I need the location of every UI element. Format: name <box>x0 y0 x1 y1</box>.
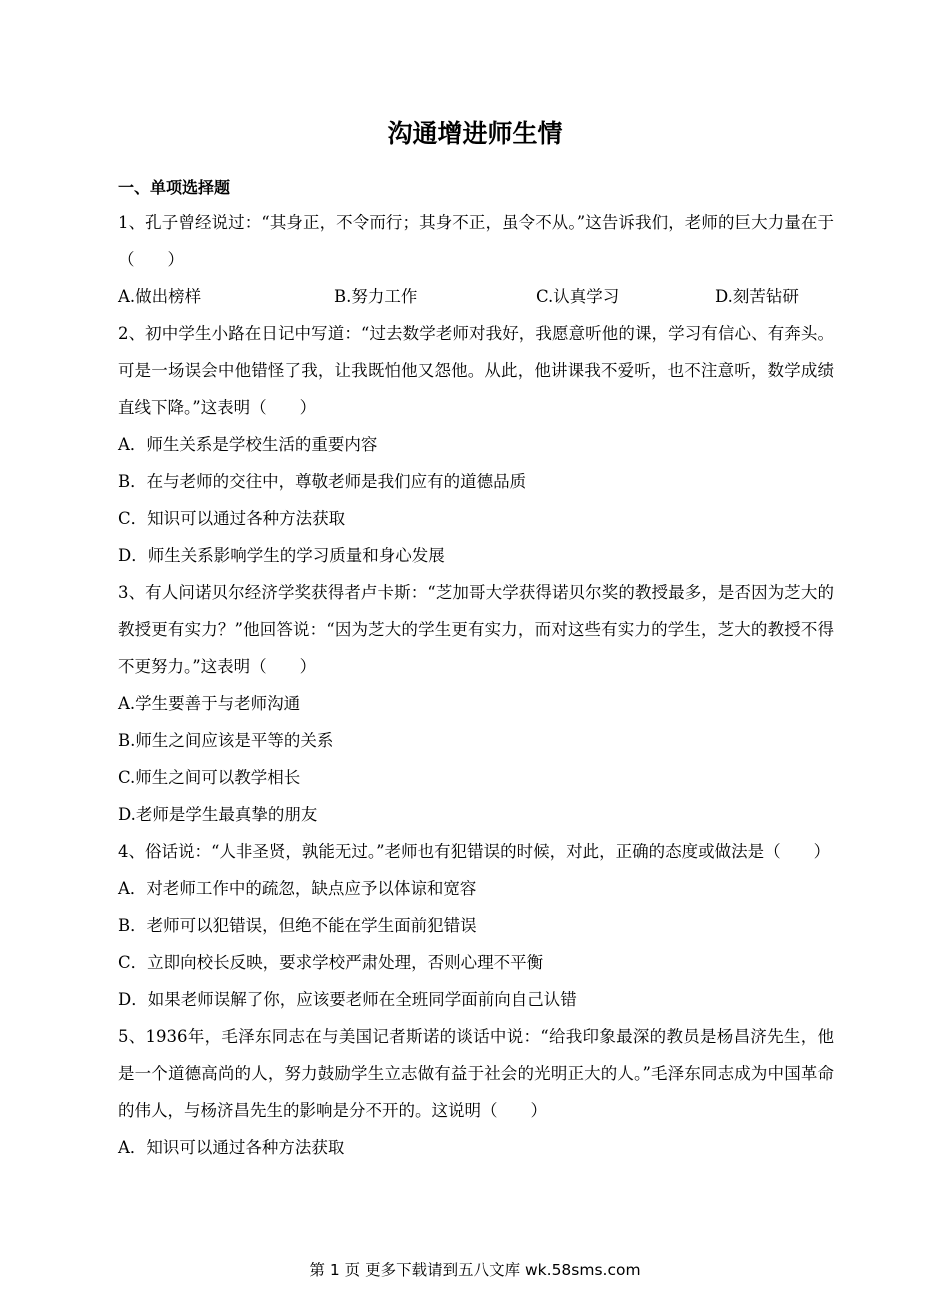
option-d: D.老师是学生最真挚的朋友 <box>118 805 318 824</box>
option-c: C．立即向校长反映，要求学校严肃处理，否则心理不平衡 <box>118 953 544 972</box>
question-1 <box>118 204 834 315</box>
option-d: D.刻苦钻研 <box>715 287 799 306</box>
option-a: A.做出榜样 <box>118 287 202 306</box>
question-2 <box>118 315 834 574</box>
option-b: B.师生之间应该是平等的关系 <box>118 731 334 750</box>
section-heading: 一、单项选择题 <box>118 178 231 197</box>
option-a: A．对老师工作中的疏忽，缺点应予以体谅和宽容 <box>118 879 477 898</box>
option-a: A.学生要善于与老师沟通 <box>118 694 301 713</box>
question-stem: 5、1936年，毛泽东同志在与美国记者斯诺的谈话中说：“给我印象最深的教员是杨昌济先生，他是一个道德高尚的人，努力鼓励学生立志做有益于社会的光明正大的人。”毛泽东同志成为中国革命的伟人，与杨济昌先生的影响是分不开的。这说明（ ） <box>118 1027 834 1120</box>
option-c: C.师生之间可以教学相长 <box>118 768 301 787</box>
question-4 <box>118 833 834 1018</box>
option-b: B．老师可以犯错误，但绝不能在学生面前犯错误 <box>118 916 477 935</box>
option-row <box>118 278 834 315</box>
document-body <box>118 172 834 1166</box>
question-stem: 2、初中学生小路在日记中写道：“过去数学老师对我好，我愿意听他的课，学习有信心、有奔头。可是一场误会中他错怪了我，让我既怕他又怨他。从此，他讲课我不爱听，也不注意听，数学成绩直线下降。”这表明（ ） <box>118 324 834 417</box>
question-3 <box>118 574 834 833</box>
question-stem: 4、俗话说：“人非圣贤，孰能无过。”老师也有犯错误的时候，对此，正确的态度或做法是（ ） <box>118 842 831 861</box>
option-d: D．师生关系影响学生的学习质量和身心发展 <box>118 546 445 565</box>
option-a: A．师生关系是学校生活的重要内容 <box>118 435 378 454</box>
question-stem: 1、孔子曾经说过：“其身正，不令而行；其身不正，虽令不从。”这告诉我们，老师的巨大力量在于（ ） <box>118 213 834 269</box>
document-title: 沟通增进师生情 <box>387 119 563 148</box>
option-d: D．如果老师误解了你，应该要老师在全班同学面前向自己认错 <box>118 990 577 1009</box>
page-footer: 第 1 页 更多下载请到五八文库 wk.58sms.com <box>309 1261 641 1279</box>
option-a: A．知识可以通过各种方法获取 <box>118 1138 345 1157</box>
question-5 <box>118 1018 834 1166</box>
option-b: B．在与老师的交往中，尊敬老师是我们应有的道德品质 <box>118 472 527 491</box>
question-stem: 3、有人问诺贝尔经济学奖获得者卢卡斯：“芝加哥大学获得诺贝尔奖的教授最多，是否因为芝大的教授更有实力？”他回答说：“因为芝大的学生更有实力，而对这些有实力的学生，芝大的教授不得不更努力。”这表明（ ） <box>118 583 834 676</box>
option-b: B.努力工作 <box>334 287 418 306</box>
option-c: C.认真学习 <box>536 287 620 306</box>
option-c: C．知识可以通过各种方法获取 <box>118 509 346 528</box>
